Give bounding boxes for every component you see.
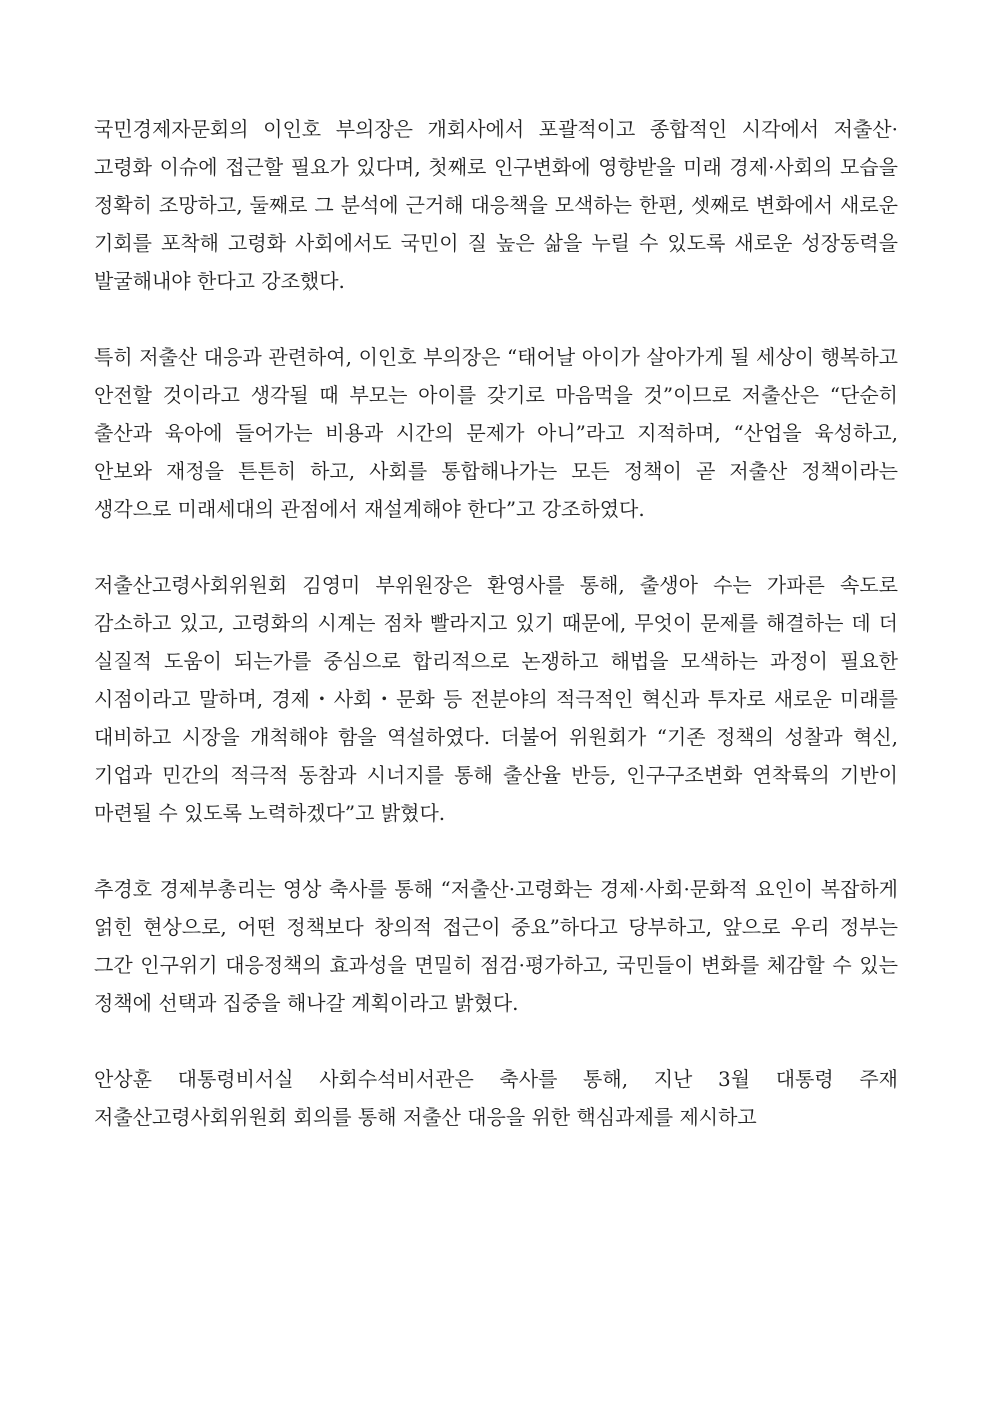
paragraph-low-birth-policy: 특히 저출산 대응과 관련하여, 이인호 부의장은 “태어날 아이가 살아가게 될 세상이 행복하고 안전할 것이라고 생각될 때 부모는 아이를 갖기로 마음먹을 것”이므로 저출산은 “단순히 출산과 육아에 들어가는 비용과 시간의 문제가 아니”라고 지적하며, “산업을 육성하고, 안보와 재정을 튼튼히 하고, 사회를 통합해나가는 모든 정책이 곧 저출산 정책이라는 생각으로 미래세대의 관점에서 재설계해야 한다”고 강조하였다. <box>94 345 898 521</box>
paragraph-senior-secretary-remarks: 안상훈 대통령비서실 사회수석비서관은 축사를 통해, 지난 3월 대통령 주재 저출산고령사회위원회 회의를 통해 저출산 대응을 위한 핵심과제를 제시하고 <box>94 1067 898 1129</box>
paragraph-video-congratulations: 추경호 경제부총리는 영상 축사를 통해 “저출산·고령화는 경제·사회·문화적 요인이 복잡하게 얽힌 현상으로, 어떤 정책보다 창의적 접근이 중요”하다고 당부하고, 앞으로 우리 정부는 그간 인구위기 대응정책의 효과성을 면밀히 점검·평가하고, 국민들이 변화를 체감할 수 있는 정책에 선택과 집중을 해나갈 계획이라고 밝혔다. <box>94 877 898 1015</box>
paragraph-opening-remarks: 국민경제자문회의 이인호 부의장은 개회사에서 포괄적이고 종합적인 시각에서 저출산·고령화 이슈에 접근할 필요가 있다며, 첫째로 인구변화에 영향받을 미래 경제·사회의 모습을 정확히 조망하고, 둘째로 그 분석에 근거해 대응책을 모색하는 한편, 셋째로 변화에서 새로운 기회를 포착해 고령화 사회에서도 국민이 질 높은 삶을 누릴 수 있도록 새로운 성장동력을 발굴해내야 한다고 강조했다. <box>94 117 898 293</box>
document-body <box>94 110 898 1136</box>
paragraph-welcome-remarks: 저출산고령사회위원회 김영미 부위원장은 환영사를 통해, 출생아 수는 가파른 속도로 감소하고 있고, 고령화의 시계는 점차 빨라지고 있기 때문에, 무엇이 문제를 해결하는 데 더 실질적 도움이 되는가를 중심으로 합리적으로 논쟁하고 해법을 모색하는 과정이 필요한 시점이라고 말하며, 경제・사회・문화 등 전분야의 적극적인 혁신과 투자로 새로운 미래를 대비하고 시장을 개척해야 함을 역설하였다. 더불어 위원회가 “기존 정책의 성찰과 혁신, 기업과 민간의 적극적 동참과 시너지를 통해 출산율 반등, 인구구조변화 연착륙의 기반이 마련될 수 있도록 노력하겠다”고 밝혔다. <box>94 573 898 825</box>
